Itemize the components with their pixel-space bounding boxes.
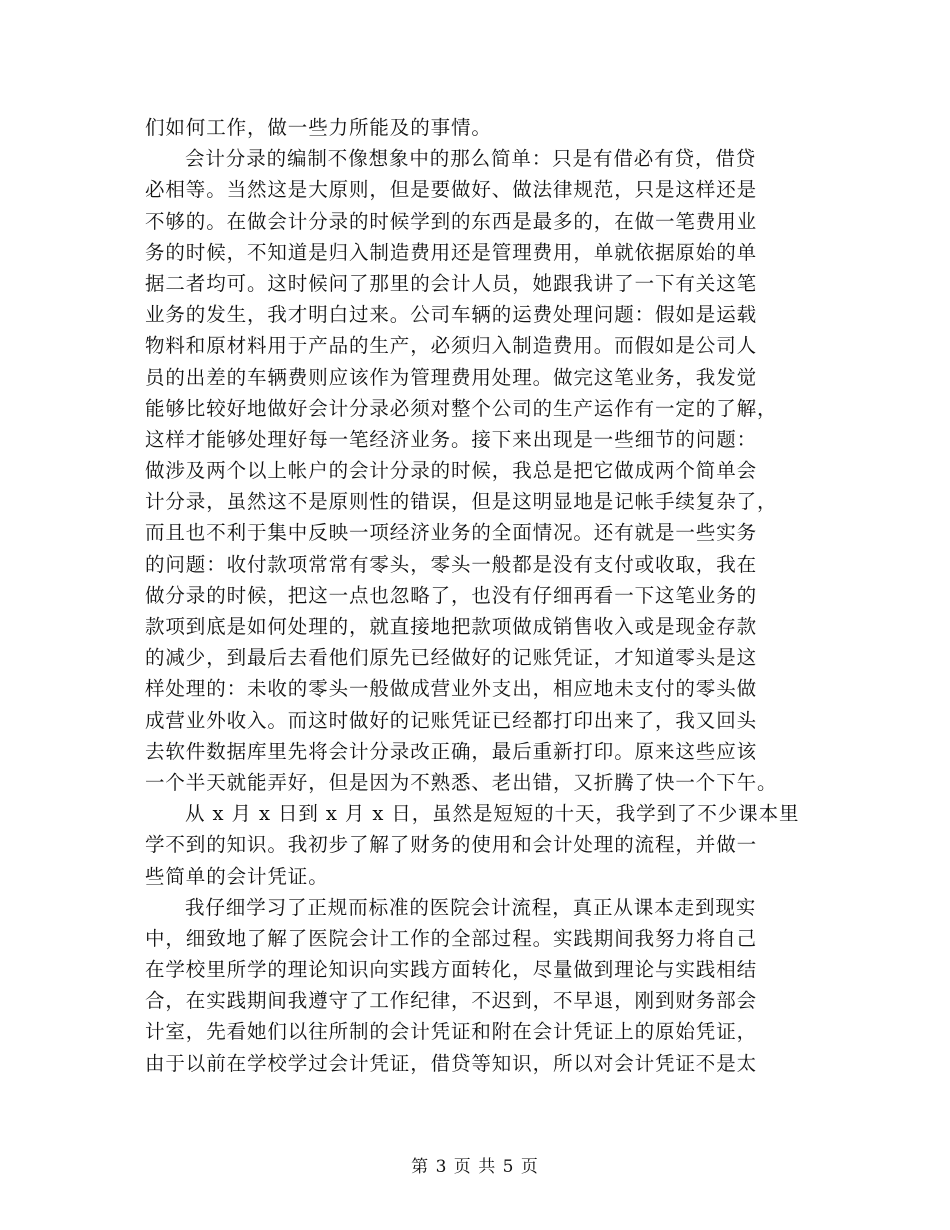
text-line: 做分录的时候，把这一点也忽略了，也没有仔细再看一下这笔业务的 [145,583,758,607]
text-line: 据二者均可。这时候问了那里的会计人员，她跟我讲了一下有关这笔 [145,271,758,295]
text-line: 去软件数据库里先将会计分录改正确，最后重新打印。原来这些应该 [145,739,758,763]
text-line: 在学校里所学的理论知识向实践方面转化，尽量做到理论与实践相结 [145,958,758,982]
text-line: 中，细致地了解了医院会计工作的全部过程。实践期间我努力将自己 [145,926,758,950]
text-line: 做涉及两个以上帐户的会计分录的时候，我总是把它做成两个简单会 [145,459,758,483]
text-line: 成营业外收入。而这时做好的记账凭证已经都打印出来了，我又回头 [145,708,758,732]
text-line: 计分录，虽然这不是原则性的错误，但是这明显地是记帐手续复杂了， [145,490,778,514]
text-line: 的问题：收付款项常常有零头，零头一般都是没有支付或收取，我在 [145,552,758,576]
text-line: 而且也不利于集中反映一项经济业务的全面情况。还有就是一些实务 [145,521,758,545]
text-line: 必相等。当然这是大原则，但是要做好、做法律规范，只是这样还是 [145,178,758,202]
text-line: 业务的发生，我才明白过来。公司车辆的运费处理问题：假如是运载 [145,303,758,327]
text-line: 从 x 月 x 日到 x 月 x 日，虽然是短短的十天，我学到了不少课本里 [185,802,800,826]
text-line: 些简单的会计凭证。 [145,864,329,888]
text-line: 这样才能够处理好每一笔经济业务。接下来出现是一些细节的问题： [145,427,758,451]
text-line: 我仔细学习了正规而标准的医院会计流程，真正从课本走到现实 [185,895,757,919]
text-line: 学不到的知识。我初步了解了财务的使用和会计处理的流程，并做一 [145,833,758,857]
text-line: 不够的。在做会计分录的时候学到的东西是最多的，在做一笔费用业 [145,209,758,233]
text-line: 员的出差的车辆费则应该作为管理费用处理。做完这笔业务，我发觉 [145,365,758,389]
text-line: 会计分录的编制不像想象中的那么简单：只是有借必有贷，借贷 [185,147,757,171]
text-line: 能够比较好地做好会计分录必须对整个公司的生产运作有一定的了解， [145,396,778,420]
text-line: 合，在实践期间我遵守了工作纪律，不迟到，不早退，刚到财务部会 [145,989,758,1013]
text-line: 样处理的：未收的零头一般做成营业外支出，相应地未支付的零头做 [145,677,758,701]
text-line: 务的时候，不知道是归入制造费用还是管理费用，单就依据原始的单 [145,240,758,264]
text-line: 们如何工作，做一些力所能及的事情。 [145,116,492,139]
text-line: 一个半天就能弄好，但是因为不熟悉、老出错，又折腾了快一个下午。 [145,770,778,794]
text-line: 由于以前在学校学过会计凭证，借贷等知识，所以对会计凭证不是太 [145,1051,758,1075]
text-line: 计室，先看她们以往所制的会计凭证和附在会计凭证上的原始凭证， [145,1020,758,1044]
page-footer: 第 3 页 共 5 页 [411,1157,539,1177]
text-line: 的减少，到最后去看他们原先已经做好的记账凭证，才知道零头是这 [145,646,758,670]
text-line: 物料和原材料用于产品的生产，必须归入制造费用。而假如是公司人 [145,334,758,358]
text-line: 款项到底是如何处理的，就直接地把款项做成销售收入或是现金存款 [145,615,758,638]
document-body [145,112,805,1079]
